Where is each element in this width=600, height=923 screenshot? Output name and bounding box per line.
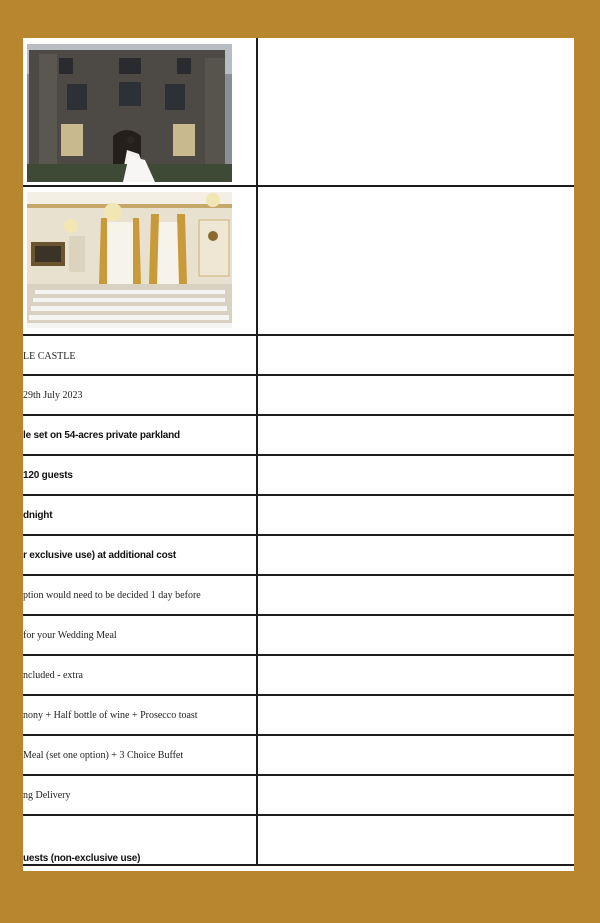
row-divider [23, 334, 574, 336]
table-row [23, 616, 256, 654]
row-text: ng Delivery [23, 789, 71, 801]
row-text: ncluded - extra [23, 669, 83, 681]
row-text: LE CASTLE [23, 350, 76, 362]
table-row [23, 338, 256, 374]
row-divider [23, 694, 574, 696]
row-text: le set on 54-acres private parkland [23, 429, 180, 441]
row-divider [23, 185, 574, 187]
row-divider [23, 774, 574, 776]
table-row [23, 456, 256, 494]
row-divider [23, 814, 574, 816]
row-divider [23, 414, 574, 416]
row-text: uests (non-exclusive use) [23, 853, 141, 864]
row-divider [23, 534, 574, 536]
table-row [23, 656, 256, 694]
row-divider [23, 574, 574, 576]
row-text: 120 guests [23, 469, 73, 481]
row-divider [23, 734, 574, 736]
table-row [23, 536, 256, 574]
row-text: Meal (set one option) + 3 Choice Buffet [23, 749, 184, 761]
table-row [23, 736, 256, 774]
table-row [23, 416, 256, 454]
row-text: 29th July 2023 [23, 389, 83, 401]
castle-exterior-photo [27, 44, 232, 182]
row-text: nony + Half bottle of wine + Prosecco toast [23, 709, 198, 721]
row-text: r exclusive use) at additional cost [23, 549, 177, 561]
column-divider [256, 38, 258, 866]
row-divider [23, 454, 574, 456]
row-divider [23, 654, 574, 656]
row-text: dnight [23, 509, 53, 521]
table-row [23, 496, 256, 534]
table-row [23, 376, 256, 414]
row-text: ption would need to be decided 1 day before [23, 589, 201, 601]
table-row [23, 576, 256, 614]
row-divider [23, 374, 574, 376]
document-sheet [23, 38, 574, 871]
row-divider [23, 864, 574, 866]
table-row [23, 696, 256, 734]
table-row [23, 816, 256, 866]
table-row [23, 776, 256, 814]
ceremony-room-photo [27, 192, 232, 328]
row-text: for your Wedding Meal [23, 629, 117, 641]
row-divider [23, 494, 574, 496]
row-divider [23, 614, 574, 616]
